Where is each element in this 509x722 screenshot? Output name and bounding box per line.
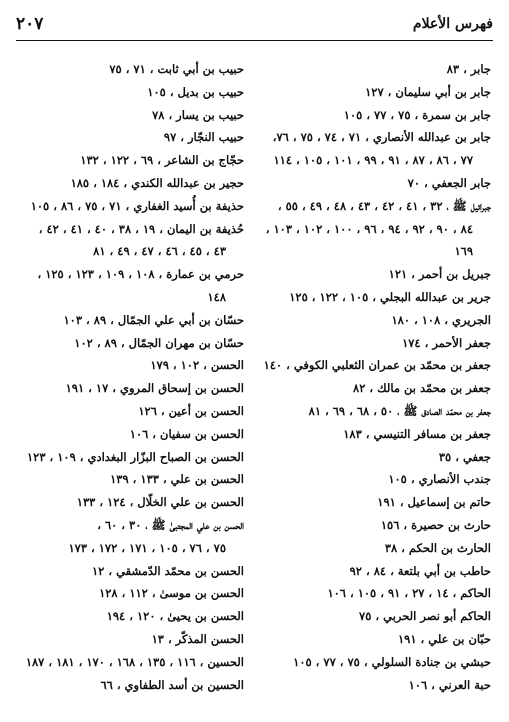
index-entry-continuation: ٨٤ ، ٩٠ ، ٩٢ ، ٩٤ ، ٩٦ ، ١٠٠ ، ١٠٢ ، ١٠٣ ، — [265, 221, 473, 236]
index-entry: حبشي بن جنادة السلولي ، ٧٥ ، ٧٧ ، ١٠٥ — [293, 654, 491, 669]
index-entry: جابر بن عبدالله الأنصاري ، ٧١ ، ٧٤ ، ٧٥ ، ٧٦، — [272, 130, 491, 145]
index-entry: الحسن بن سفيان ، ١٠٦ — [129, 426, 244, 441]
index-entry-continuation: ١٦٩ — [454, 244, 473, 259]
index-entry: حبيب بن يسار ، ٧٨ — [152, 107, 244, 122]
index-entry: جابر الجعفي ، ٧٠ — [407, 175, 491, 190]
index-entry: جرير بن عبدالله البجلي ، ١٠٥ ، ١٢٢ ، ١٢٥ — [289, 289, 491, 304]
index-entry: الحسن بن يحيىٰ ، ١٢٠ ، ١٩٤ — [106, 609, 244, 624]
index-entry: حبيب بن أبي ثابت ، ٧١ ، ٧٥ — [109, 62, 244, 76]
index-entry: حُذيفة بن اليمان ، ١٩ ، ٣٨ ، ٤٠ ، ٤١ ، ٤٢ ، — [38, 221, 244, 236]
index-entry: الحسن ، ١٠٢ ، ١٧٩ — [150, 358, 244, 373]
index-entry: حبّان بن علي ، ١٩١ — [398, 631, 491, 646]
index-entry-continuation: ٧٧ ، ٨٦ ، ٨٧ ، ٩١ ، ٩٩ ، ١٠١ ، ١٠٥ ، ١١٤ — [273, 153, 473, 168]
index-entry: حذيفة بن أُسيد الغفاري ، ٧١ ، ٧٥ ، ٨٦ ، ١٠٥ — [30, 198, 244, 213]
index-entry: جعفر الأحمر ، ١٧٤ — [402, 335, 491, 350]
index-entry: حسّان بن أبي علي الجمّال ، ٨٩ ، ١٠٣ — [63, 312, 244, 327]
index-entry: جندب الأنصاري ، ١٠٥ — [388, 472, 491, 487]
index-entry-continuation: ٧٥ ، ٧٦ ، ١٠٥ ، ١٧١ ، ١٧٢ ، ١٧٣ — [68, 540, 226, 555]
index-entry: جابر بن سمرة ، ٧٥ ، ٧٧ ، ١٠٥ — [343, 107, 491, 122]
index-entry: حسّان بن مهران الجمّال ، ٨٩ ، ١٠٢ — [74, 335, 244, 350]
index-entry: جعفي ، ٣٥ — [438, 449, 491, 464]
index-entry: جابر ، ٨٣ — [446, 62, 491, 76]
page-number: ٢٠٧ — [16, 14, 44, 34]
index-entry: حاطب بن أبي بلتعة ، ٨٤ ، ٩٢ — [349, 563, 491, 578]
index-entry: حبيب بن بديل ، ١٠٥ — [147, 84, 244, 99]
index-entry: جبريل بن أحمر ، ١٢١ — [388, 267, 491, 282]
index-entry: الحسن بن أعين ، ١٢٦ — [138, 403, 244, 418]
index-entry: حجير بن عبدالله الكندي ، ١٨٤ ، ١٨٥ — [70, 175, 244, 190]
index-entry: حجّاج بن الشاعر ، ٦٩ ، ١٢٢ ، ١٣٢ — [80, 153, 244, 168]
index-entry: الحاكم أبو نصر الحربي ، ٧٥ — [359, 609, 491, 624]
index-entry: الحسن المذكّر ، ١٣ — [151, 631, 244, 646]
index-entry: الحاكم ، ١٤ ، ٢٧ ، ٩١ ، ١٠٥ ، ١٠٦ — [327, 586, 491, 601]
index-entry: جعفر بن محمّد بن مالك ، ٨٢ — [353, 381, 491, 396]
index-entry: حبيب النجّار ، ٩٧ — [163, 130, 244, 145]
index-entry: الحسن بن الصباح البزّار البغدادي ، ١٠٩ ، ١٢٣ — [26, 449, 244, 464]
index-entry: جعفر بن محمّد بن عمران الثعلبي الكوفي ، ١٤٠ — [263, 358, 491, 373]
header-divider — [16, 40, 493, 41]
index-entry: جعفر بن محمّد الصادق ﷺ ، ٥٠ ، ٦٨ ، ٦٩ ، ٨١ — [308, 403, 491, 418]
page-title: فهرس الأعلام — [412, 16, 493, 32]
page-header — [16, 14, 493, 36]
index-entry: الحسن بن إسحاق المروي ، ١٧ ، ١٩١ — [65, 381, 244, 396]
index-column-right — [263, 58, 491, 696]
index-entry: جابر بن أبي سليمان ، ١٢٧ — [365, 84, 491, 99]
index-entry: الحسن بن محمّد الدّمشقي ، ١٢ — [91, 563, 244, 578]
index-entry: جبرائيل ﷺ ، ٣٢ ، ٤١ ، ٤٢ ، ٤٣ ، ٤٨ ، ٤٩ ، ٥٥ ، — [277, 198, 491, 213]
index-entry: حرمي بن عمارة ، ١٠٨ ، ١٠٩ ، ١٢٣ ، ١٢٥ ، — [37, 267, 244, 282]
index-column-left — [16, 58, 244, 696]
index-entry: جعفر بن مسافر التنيسي ، ١٨٣ — [343, 426, 491, 441]
index-entry: الحسن بن علي الخلّال ، ١٢٤ ، ١٣٣ — [76, 495, 244, 510]
index-entry: الحسين بن أسد الطفاوي ، ٦٦ — [100, 677, 244, 692]
index-entry-continuation: ٤٣ ، ٤٥ ، ٤٦ ، ٤٧ ، ٤٩ ، ٨١ — [93, 244, 226, 259]
index-entry: الجريري ، ١٠٨ ، ١٨٠ — [391, 312, 491, 327]
index-entry: الحسن بن موسىٰ ، ١١٢ ، ١٢٨ — [99, 586, 244, 601]
index-entry: الحسن بن علي ، ١٣٣ ، ١٣٩ — [110, 472, 244, 487]
index-entry: حاتم بن إسماعيل ، ١٩١ — [377, 495, 491, 510]
index-entry: حارث بن حصيرة ، ١٥٦ — [380, 517, 491, 532]
index-entry: حبة العرني ، ١٠٦ — [408, 677, 491, 692]
index-entry-continuation: ١٤٨ — [207, 289, 226, 304]
index-entry: الحسين ، ١١٦ ، ١٣٥ ، ١٦٨ ، ١٧٠ ، ١٨١ ، ١٨٧ — [25, 654, 244, 669]
index-entry: الحسن بن علي المجتبىٰ ﷺ ، ٣٠ ، ٦٠ ، — [97, 517, 244, 532]
index-entry: الحارث بن الحكم ، ٣٨ — [384, 540, 491, 555]
